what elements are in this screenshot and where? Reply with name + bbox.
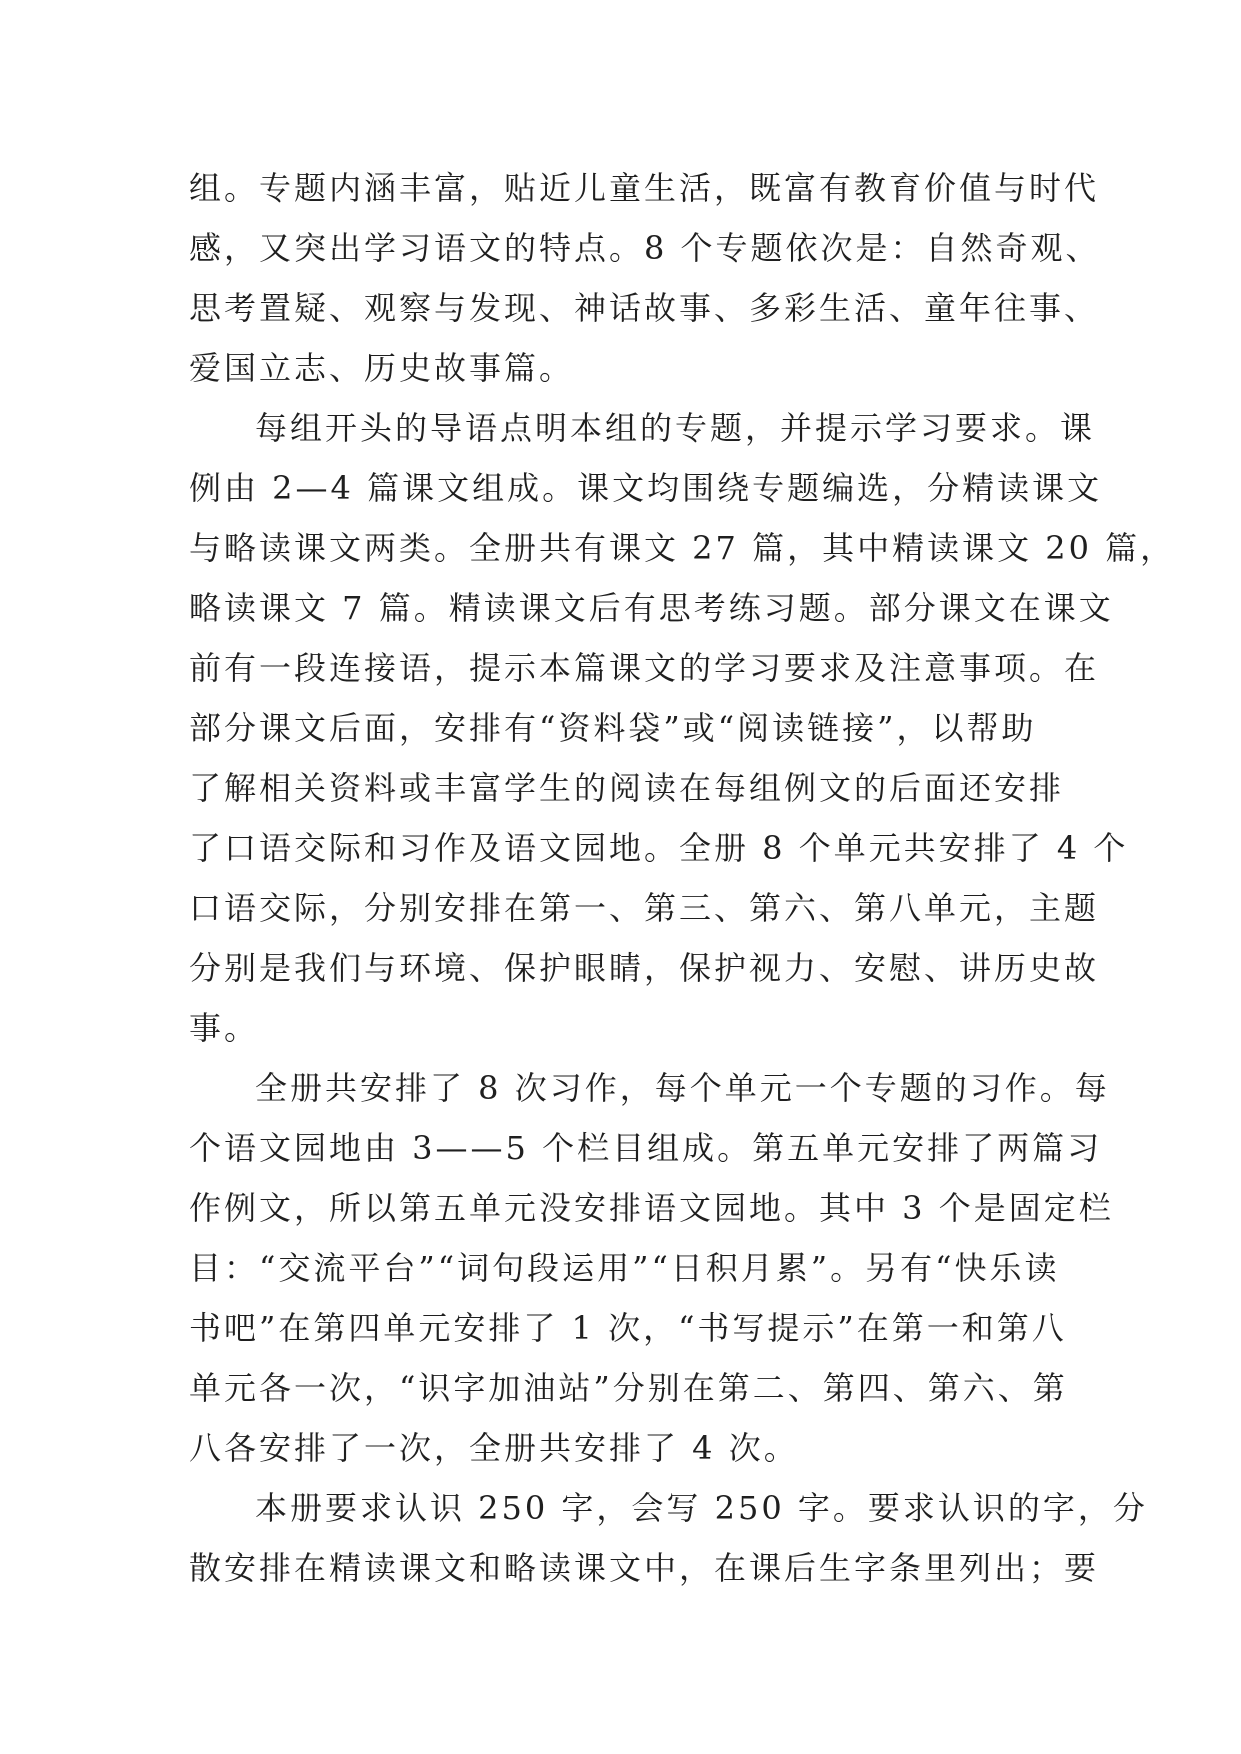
- text-line: 作例文，所以第五单元没安排语文园地。其中 3 个是固定栏: [189, 1189, 1114, 1227]
- text-line: 了口语交际和习作及语文园地。全册 8 个单元共安排了 4 个: [189, 829, 1129, 867]
- text-line: 目：“交流平台”“词句段运用”“日积月累”。另有“快乐读: [189, 1249, 1060, 1287]
- paragraph: [189, 1478, 1148, 1598]
- text-line: 全册共安排了 8 次习作，每个单元一个专题的习作。每: [255, 1069, 1110, 1107]
- paragraph: [189, 398, 1176, 1058]
- text-line: 个语文园地由 3——5 个栏目组成。第五单元安排了两篇习: [189, 1129, 1103, 1167]
- text-line: 单元各一次，“识字加油站”分别在第二、第四、第六、第: [189, 1369, 1068, 1407]
- text-line: 了解相关资料或丰富学生的阅读在每组例文的后面还安排: [189, 769, 1065, 807]
- text-line: 前有一段连接语，提示本篇课文的学习要求及注意事项。在: [189, 649, 1100, 687]
- text-line: 爱国立志、历史故事篇。: [189, 349, 575, 387]
- text-line: 八各安排了一次，全册共安排了 4 次。: [189, 1429, 799, 1467]
- text-line: 组。专题内涵丰富，贴近儿童生活，既富有教育价值与时代: [189, 169, 1100, 207]
- text-line: 略读课文 7 篇。精读课文后有思考练习题。部分课文在课文: [189, 589, 1114, 627]
- text-line: 每组开头的导语点明本组的专题，并提示学习要求。课: [255, 409, 1096, 447]
- text-line: 例由 2—4 篇课文组成。课文均围绕专题编选，分精读课文: [189, 469, 1103, 507]
- text-line: 部分课文后面，安排有“资料袋”或“阅读链接”，以帮助: [189, 709, 1037, 747]
- text-line: 散安排在精读课文和略读课文中，在课后生字条里列出；要: [189, 1549, 1100, 1587]
- body-text: [189, 158, 1176, 1598]
- text-line: 本册要求认识 250 字，会写 250 字。要求认识的字，分: [255, 1489, 1148, 1527]
- text-line: 书吧”在第四单元安排了 1 次，“书写提示”在第一和第八: [189, 1309, 1067, 1347]
- paragraph: [189, 158, 1101, 398]
- text-line: 思考置疑、观察与发现、神话故事、多彩生活、童年往事、: [189, 289, 1100, 327]
- text-line: 口语交际，分别安排在第一、第三、第六、第八单元，主题: [189, 889, 1100, 927]
- text-line: 事。: [189, 1009, 260, 1047]
- text-line: 感，又突出学习语文的特点。8 个专题依次是：自然奇观、: [189, 229, 1101, 267]
- paragraph: [189, 1058, 1114, 1478]
- text-line: 与略读课文两类。全册共有课文 27 篇，其中精读课文 20 篇，: [189, 529, 1176, 567]
- text-line: 分别是我们与环境、保护眼睛，保护视力、安慰、讲历史故: [189, 949, 1100, 987]
